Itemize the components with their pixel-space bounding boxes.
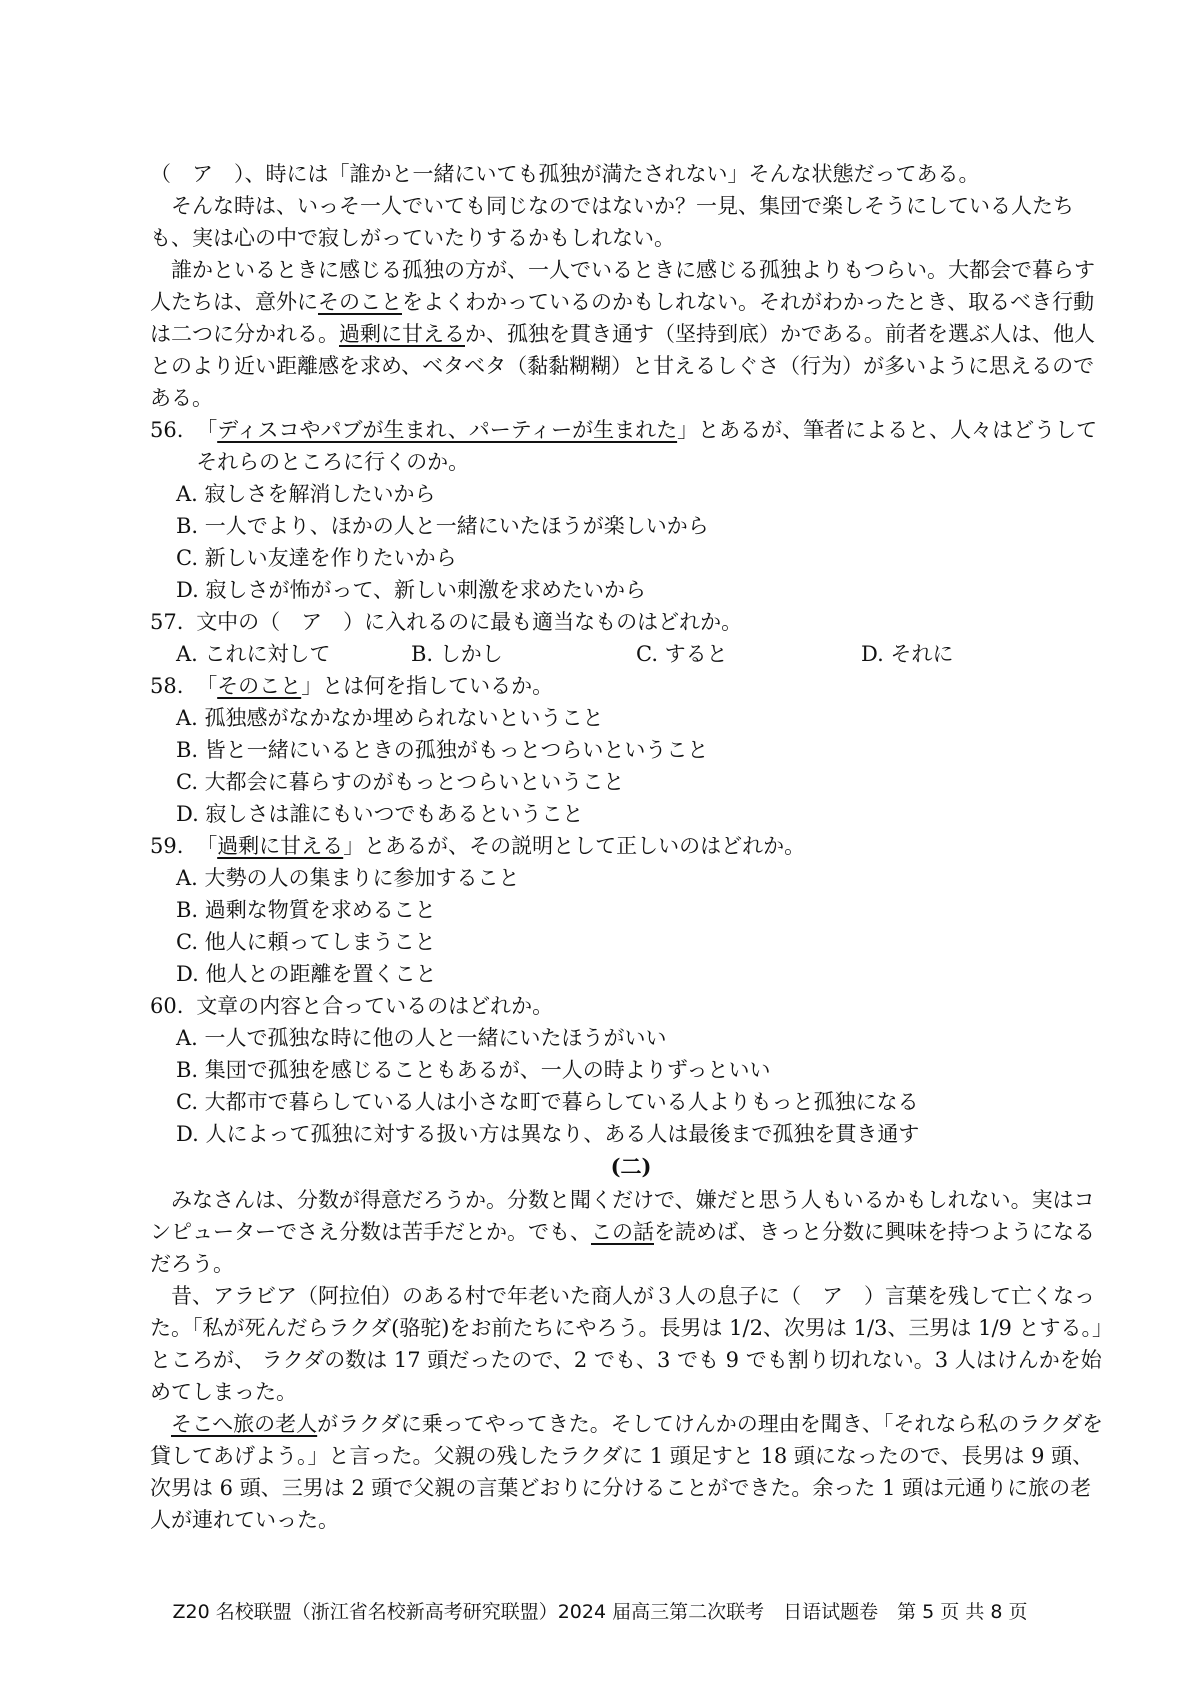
question-57 (150, 606, 1112, 670)
answer-option: C. 新しい友達を作りたいから (176, 546, 457, 570)
passage-one (150, 158, 1112, 414)
question-text: 文中の（ ア ）に入れるのに最も適当なものはどれか。 (196, 610, 743, 634)
answer-option: D. 寂しさは誰にもいつでもあるということ (176, 802, 584, 826)
answer-option: D. 寂しさが怖がって、新しい刺激を求めたいから (176, 578, 647, 602)
answer-options-row (150, 638, 1112, 670)
answer-option: B. 過剰な物質を求めること (176, 898, 436, 922)
answer-option: C. 大都市で暮らしている人は小さな町で暮らしている人よりもっと孤独になる (176, 1090, 919, 1114)
paragraph-text: か、孤独を貫き通す（坚持到底）かである。前者を選ぶ人は、他人とのより近い距離感を求め、ベタベタ（黏黏糊糊）と甘えるしぐさ（行为）が多いように思えるのである。 (150, 322, 1095, 410)
question-text: 」とあるが、その説明として正しいのはどれか。 (343, 834, 806, 858)
question-text: 」とは何を指しているか。 (301, 674, 554, 698)
answer-option: A. 一人で孤独な時に他の人と一緒にいたほうがいい (176, 1026, 667, 1050)
question-59 (150, 830, 1112, 990)
answer-option: A. 大勢の人の集まりに参加すること (176, 866, 520, 890)
answer-option: B. 一人でより、ほかの人と一緒にいたほうが楽しいから (176, 514, 709, 538)
question-56 (150, 414, 1112, 606)
underlined-phrase: ディスコやパブが生まれ、パーティーが生まれた (217, 418, 678, 442)
paragraph-text: みなさんは、分数が得意だろうか。分数と聞くだけで、嫌だと思う人もいるかもしれない。実はコンピューターでさえ分数は苦手だとか。でも、 (150, 1188, 1095, 1244)
question-text: 「 (196, 418, 218, 442)
answer-option: C. 大都会に暮らすのがもっとつらいということ (176, 770, 625, 794)
answer-option: D. 人によって孤独に対する扱い方は異なり、ある人は最後まで孤独を貫き通す (176, 1122, 920, 1146)
paragraph (150, 254, 1112, 414)
underlined-phrase: 過剰に甘える (339, 322, 465, 346)
question-stem (150, 830, 1112, 862)
question-number: 60. (150, 994, 184, 1018)
question-stem (150, 670, 1112, 702)
question-stem (150, 414, 1112, 478)
question-number: 57. (150, 610, 184, 634)
underlined-phrase: この話 (591, 1220, 654, 1244)
underlined-phrase: そのこと (217, 674, 302, 698)
answer-option: B. 皆と一緒にいるときの孤独がもっとつらいということ (176, 738, 709, 762)
answer-option: D. 他人との距離を置くこと (176, 962, 437, 986)
question-number: 56. (150, 418, 184, 442)
underlined-phrase: そこへ旅の老人 (171, 1412, 318, 1436)
question-text: 「 (196, 674, 218, 698)
question-number: 59. (150, 834, 184, 858)
paragraph-text: を読めば、きっと分数に興味を持つようになるだろう。 (150, 1220, 1095, 1276)
question-60 (150, 990, 1112, 1150)
paragraph-text: 誰かといるときに感じる孤独の方が、一人でいるときに感じる孤独よりもつらい。大都会で暮らす人たちは、意外に (150, 258, 1095, 314)
passage-two (150, 1150, 1112, 1536)
answer-option: A. 孤独感がなかなか埋められないということ (176, 706, 604, 730)
page-footer: Z20 名校联盟（浙江省名校新高考研究联盟）2024 届高三第二次联考 日语试题卷 第 5 页 共 8 页 (172, 1601, 1028, 1623)
paragraph-text: をよくわかっているのかもしれない。それがわかったとき、取るべき行動は二つに分かれる。 (150, 290, 1095, 346)
paragraph-text: がラクダに乗ってやってきた。そしてけんかの理由を聞き、「それなら私のラクダを貸してあげよう。」と言った。父親の残したラクダに 1 頭足すと 18 頭になったので、長男は 9 頭、次男は 6 頭、三男は 2 頭で父親の言葉どおりに分けることができた。余った 1 頭は元通りに旅の老人が連れていった。 (150, 1412, 1103, 1532)
question-58 (150, 670, 1112, 830)
answer-option: C. すると (636, 642, 728, 666)
answer-option: D. それに (861, 642, 954, 666)
question-text: 文章の内容と合っているのはどれか。 (196, 994, 554, 1018)
question-stem (150, 990, 1112, 1022)
paragraph: そんな時は、いっそ一人でいても同じなのではないか？一見、集団で楽しそうにしている人たちも、実は心の中で寂しがっていたりするかもしれない。 (150, 194, 1074, 250)
question-text: 」とあるが、筆者によると、人々はどうしてそれらのところに行くのか。 (196, 418, 1098, 474)
underlined-phrase: そのこと (318, 290, 402, 314)
underlined-phrase: 過剰に甘える (217, 834, 344, 858)
answer-option: B. 集団で孤独を感じることもあるが、一人の時よりずっといい (176, 1058, 771, 1082)
answer-option: A. これに対して (176, 642, 331, 666)
answer-option: A. 寂しさを解消したいから (176, 482, 436, 506)
question-stem (150, 606, 1112, 638)
paragraph (150, 1408, 1112, 1536)
answer-option: C. 他人に頼ってしまうこと (176, 930, 436, 954)
question-text: 「 (196, 834, 218, 858)
paragraph (150, 1184, 1112, 1280)
section-heading: (二) (610, 1154, 652, 1179)
paragraph: （ ア ）、時には「誰かと一緒にいても孤独が満たされない」そんな状態だってある。 (150, 162, 980, 186)
question-number: 58. (150, 674, 184, 698)
paragraph: 昔、アラビア（阿拉伯）のある村で年老いた商人が３人の息子に（ ア ）言葉を残して亡くなった。「私が死んだらラクダ(骆驼)をお前たちにやろう。長男は 1/2、次男は 1/3、三男は 1/9 とする。」ところが、 ラクダの数は 17 頭だったので、2 でも、3 でも 9 でも割り切れない。3 人はけんかを始めてしまった。 (150, 1284, 1103, 1404)
answer-option: B. しかし (411, 642, 503, 666)
